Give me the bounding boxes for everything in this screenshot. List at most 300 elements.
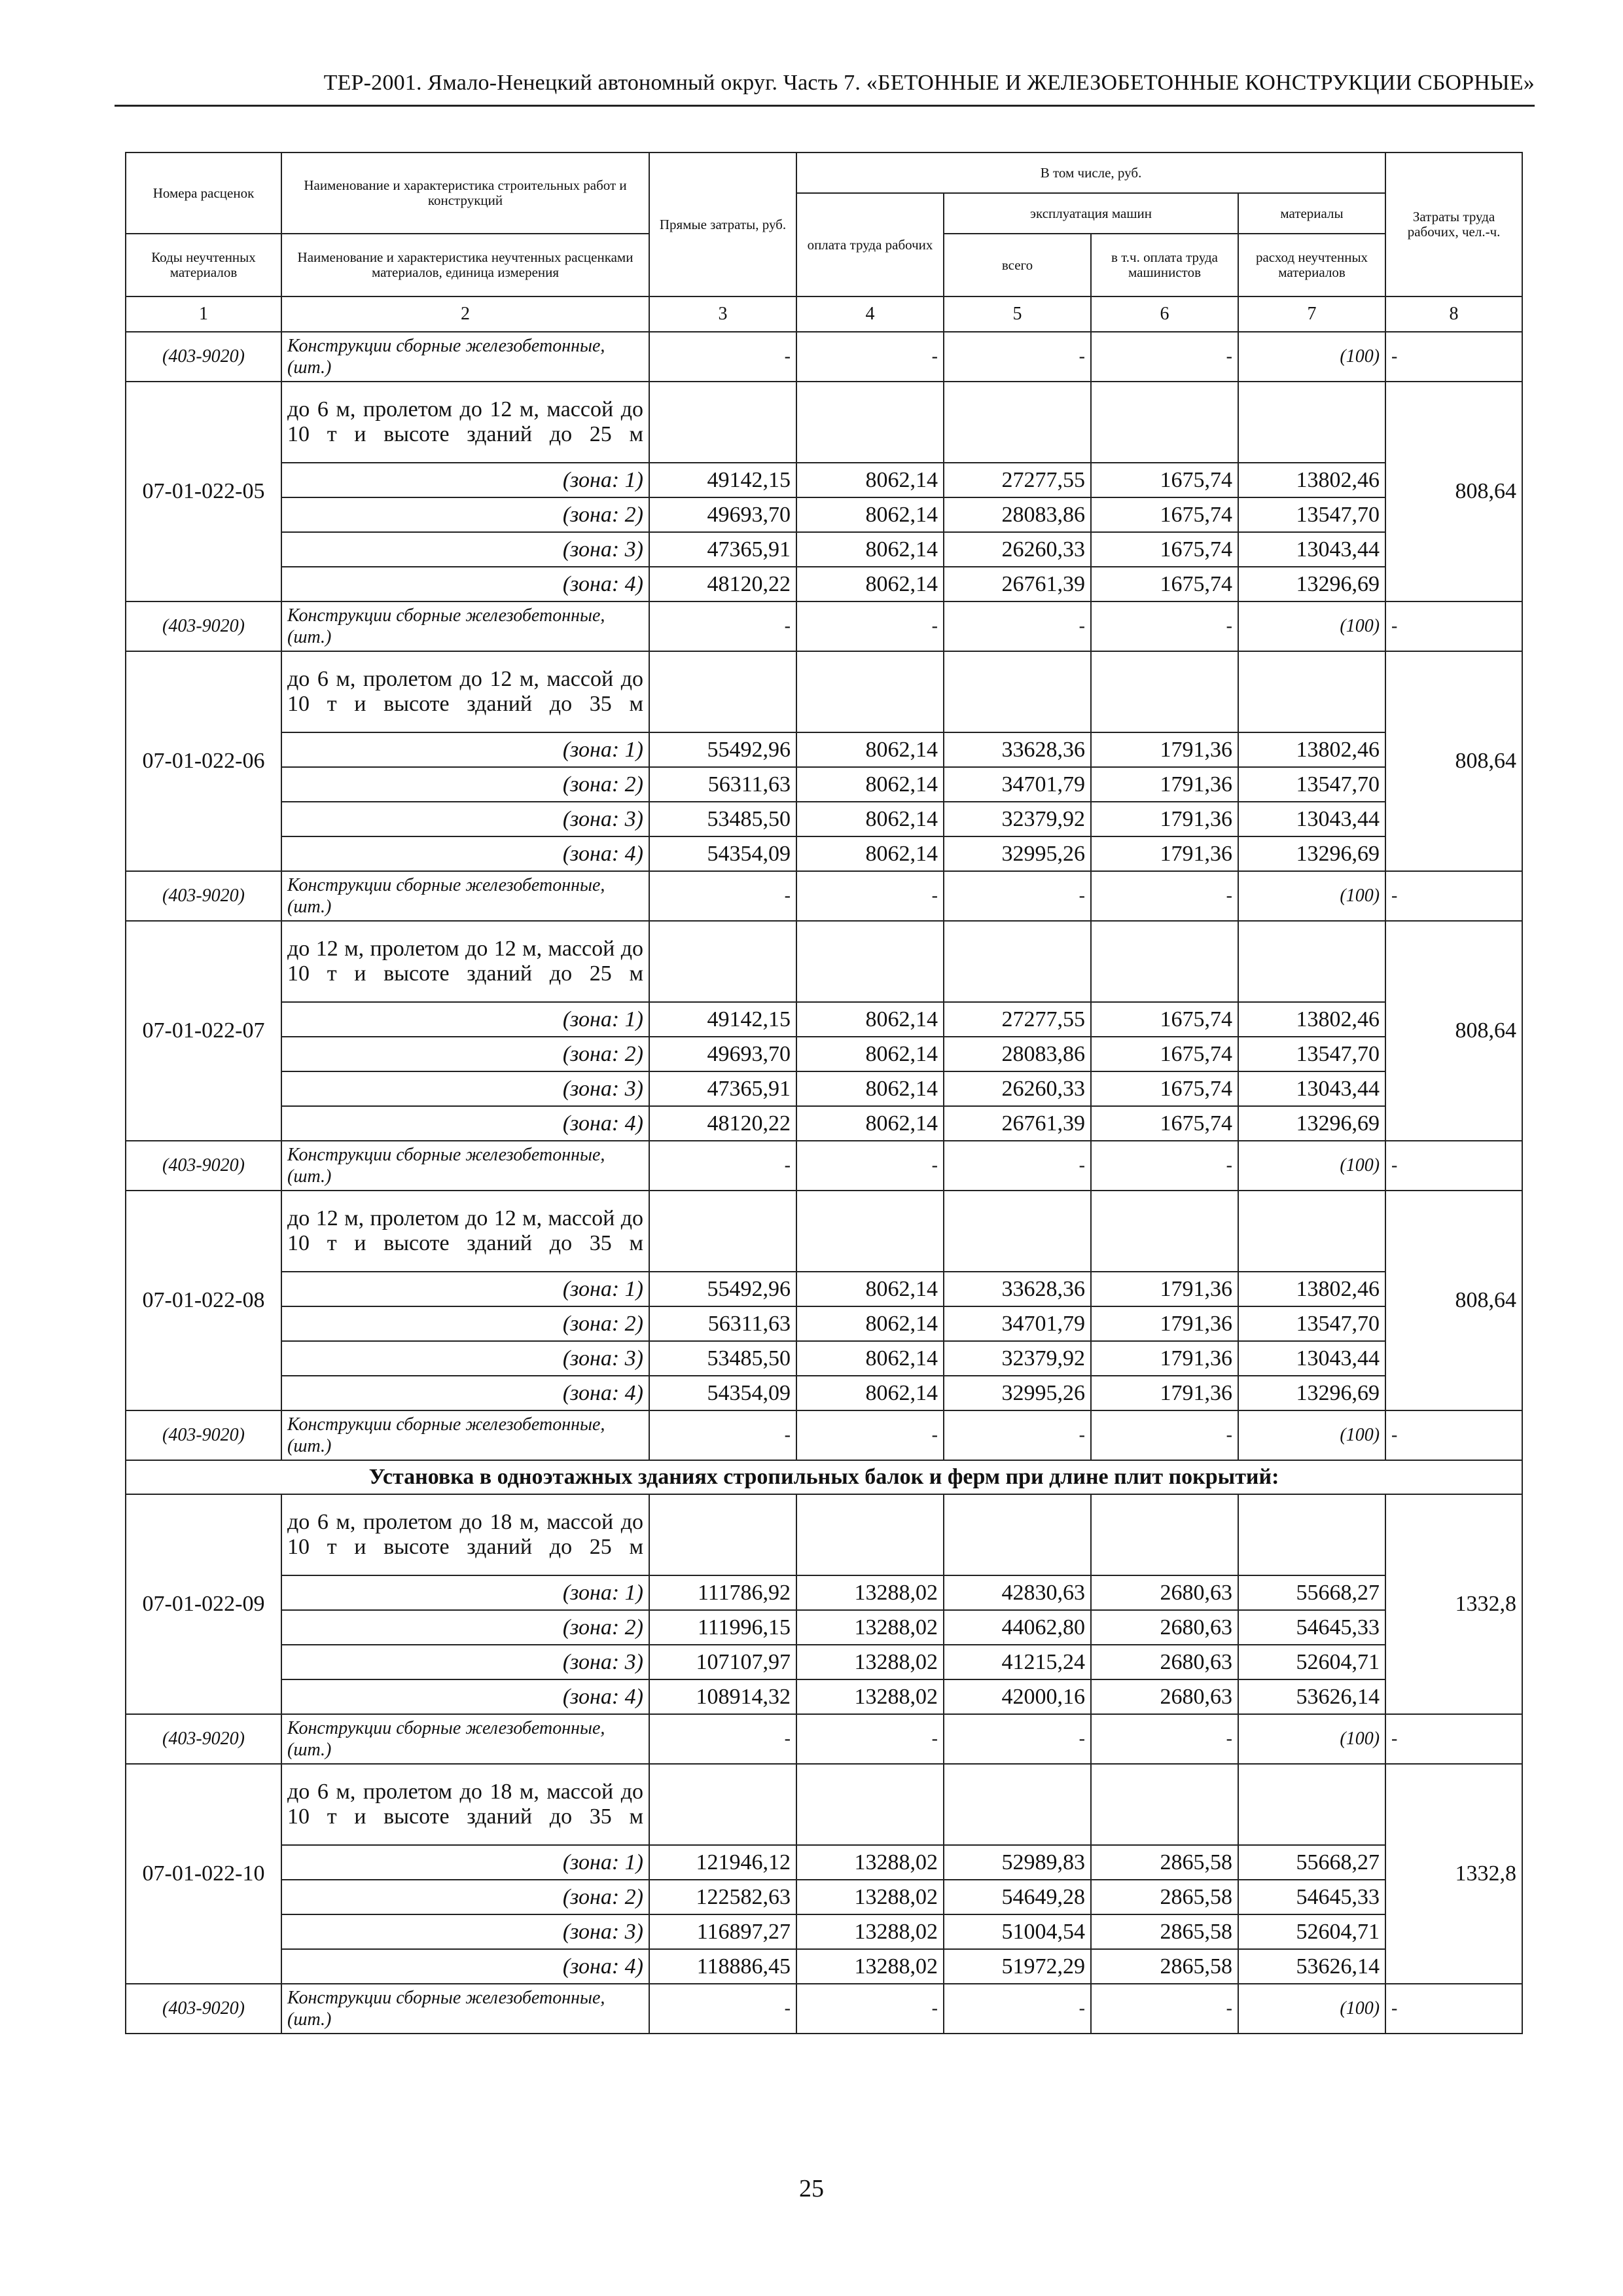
operator-wages: 1675,74 <box>1091 497 1238 532</box>
material-cost: 13296,69 <box>1238 567 1385 601</box>
worker-wages: 13288,02 <box>796 1645 944 1679</box>
zone-label: (зона: 1) <box>562 1007 643 1031</box>
zone-label: (зона: 2) <box>562 772 643 797</box>
empty-dash: - <box>649 871 796 921</box>
machine-cost: 28083,86 <box>944 1037 1091 1071</box>
direct-cost: 108914,32 <box>649 1679 796 1714</box>
empty-dash: - <box>944 332 1091 382</box>
labor-cost: 808,64 <box>1385 651 1522 871</box>
material-cost: 13547,70 <box>1238 497 1385 532</box>
material-cost: 13043,44 <box>1238 1341 1385 1376</box>
operator-wages: 1791,36 <box>1091 836 1238 871</box>
operator-wages: 1791,36 <box>1091 732 1238 767</box>
material-code: (403-9020) <box>126 1410 281 1460</box>
direct-cost: 49693,70 <box>649 1037 796 1071</box>
empty-dash: - <box>944 1141 1091 1191</box>
direct-cost: 56311,63 <box>649 767 796 802</box>
zone-label: (зона: 4) <box>562 1954 643 1979</box>
zone-row <box>126 1071 1522 1106</box>
machine-cost: 26761,39 <box>944 567 1091 601</box>
worker-wages: 8062,14 <box>796 767 944 802</box>
col3-header: Прямые затраты, руб. <box>649 152 796 296</box>
machine-cost: 32995,26 <box>944 1376 1091 1410</box>
zone-label: (зона: 1) <box>562 1850 643 1874</box>
machine-cost: 51972,29 <box>944 1949 1091 1984</box>
empty-dash: - <box>649 601 796 651</box>
operator-wages: 2680,63 <box>1091 1645 1238 1679</box>
page-number: 25 <box>799 2175 824 2202</box>
worker-wages: 8062,14 <box>796 1272 944 1306</box>
material-row <box>126 1141 1522 1191</box>
direct-cost: 118886,45 <box>649 1949 796 1984</box>
zone-row <box>126 1679 1522 1714</box>
material-cost: 13547,70 <box>1238 1306 1385 1341</box>
work-description-cell <box>281 1764 649 1845</box>
direct-cost: 53485,50 <box>649 802 796 836</box>
empty-cell <box>944 921 1091 1002</box>
zone-row <box>126 1949 1522 1984</box>
rate-code: 07-01-022-09 <box>126 1494 281 1714</box>
empty-dash: - <box>1385 1714 1522 1764</box>
zone-label: (зона: 2) <box>562 1885 643 1909</box>
machine-cost: 33628,36 <box>944 732 1091 767</box>
rate-code: 07-01-022-07 <box>126 921 281 1141</box>
operator-wages: 2865,58 <box>1091 1949 1238 1984</box>
material-quantity: (100) <box>1238 1714 1385 1764</box>
material-cost: 13802,46 <box>1238 463 1385 497</box>
column-number-row <box>126 296 1522 332</box>
section-row <box>126 1460 1522 1494</box>
material-name: Конструкции сборные железобетонные, (шт.) <box>281 1410 649 1460</box>
zone-label-cell <box>281 1914 649 1949</box>
empty-cell <box>796 1191 944 1272</box>
zone-label: (зона: 4) <box>562 572 643 596</box>
zone-row <box>126 497 1522 532</box>
zone-row <box>126 836 1522 871</box>
empty-dash: - <box>1385 1141 1522 1191</box>
operator-wages: 2865,58 <box>1091 1845 1238 1880</box>
zone-row <box>126 1341 1522 1376</box>
zone-row <box>126 1306 1522 1341</box>
work-description: до 6 м, пролетом до 18 м, массой до 10 т и высоте зданий до 25 м <box>287 1510 643 1559</box>
direct-cost: 55492,96 <box>649 732 796 767</box>
zone-label: (зона: 2) <box>562 503 643 527</box>
col7-header: расход неучтенных материалов <box>1238 234 1385 296</box>
column-number: 1 <box>126 296 281 332</box>
zone-row <box>126 1106 1522 1141</box>
empty-dash: - <box>944 1714 1091 1764</box>
work-description: до 6 м, пролетом до 12 м, массой до 10 т и высоте зданий до 35 м <box>287 667 643 716</box>
machine-cost: 52989,83 <box>944 1845 1091 1880</box>
empty-cell <box>1091 1191 1238 1272</box>
operator-wages: 1791,36 <box>1091 767 1238 802</box>
empty-dash: - <box>944 601 1091 651</box>
operator-wages: 1675,74 <box>1091 1106 1238 1141</box>
machine-cost: 26260,33 <box>944 532 1091 567</box>
column-number: 4 <box>796 296 944 332</box>
direct-cost: 54354,09 <box>649 836 796 871</box>
zone-label-cell <box>281 1679 649 1714</box>
operator-wages: 2865,58 <box>1091 1914 1238 1949</box>
operator-wages: 2865,58 <box>1091 1880 1238 1914</box>
col2-top-header: Наименование и характеристика строительных работ и конструкций <box>281 152 649 234</box>
material-quantity: (100) <box>1238 1410 1385 1460</box>
worker-wages: 8062,14 <box>796 1376 944 1410</box>
direct-cost: 48120,22 <box>649 567 796 601</box>
empty-cell <box>1238 651 1385 732</box>
machine-cost: 28083,86 <box>944 497 1091 532</box>
machine-cost: 26761,39 <box>944 1106 1091 1141</box>
zone-label: (зона: 3) <box>562 807 643 831</box>
material-cost: 53626,14 <box>1238 1949 1385 1984</box>
material-name: Конструкции сборные железобетонные, (шт.) <box>281 332 649 382</box>
empty-cell <box>944 1494 1091 1575</box>
zone-row <box>126 1880 1522 1914</box>
machine-cost: 51004,54 <box>944 1914 1091 1949</box>
material-cost: 55668,27 <box>1238 1575 1385 1610</box>
worker-wages: 8062,14 <box>796 1106 944 1141</box>
rate-row <box>126 1494 1522 1575</box>
zone-row <box>126 532 1522 567</box>
col8-header: Затраты труда рабочих, чел.-ч. <box>1385 152 1522 296</box>
labor-cost: 1332,8 <box>1385 1764 1522 1984</box>
worker-wages: 8062,14 <box>796 1306 944 1341</box>
empty-cell <box>1238 1764 1385 1845</box>
worker-wages: 8062,14 <box>796 732 944 767</box>
direct-cost: 111996,15 <box>649 1610 796 1645</box>
material-cost: 13547,70 <box>1238 767 1385 802</box>
zone-label-cell <box>281 1645 649 1679</box>
operator-wages: 2680,63 <box>1091 1679 1238 1714</box>
rate-row <box>126 921 1522 1002</box>
empty-cell <box>1091 382 1238 463</box>
worker-wages: 8062,14 <box>796 497 944 532</box>
material-cost: 13043,44 <box>1238 802 1385 836</box>
operator-wages: 1675,74 <box>1091 532 1238 567</box>
material-row <box>126 601 1522 651</box>
operator-wages: 1791,36 <box>1091 1306 1238 1341</box>
empty-dash: - <box>1091 1984 1238 2034</box>
col6-header: в т.ч. оплата труда машинистов <box>1091 234 1238 296</box>
operator-wages: 1791,36 <box>1091 1376 1238 1410</box>
material-quantity: (100) <box>1238 601 1385 651</box>
zone-row <box>126 802 1522 836</box>
column-number: 6 <box>1091 296 1238 332</box>
zone-label: (зона: 3) <box>562 537 643 562</box>
direct-cost: 49142,15 <box>649 1002 796 1037</box>
zone-label: (зона: 1) <box>562 1277 643 1301</box>
zone-label: (зона: 2) <box>562 1042 643 1066</box>
empty-cell <box>944 651 1091 732</box>
zone-label-cell <box>281 463 649 497</box>
empty-dash: - <box>1385 332 1522 382</box>
zone-label: (зона: 1) <box>562 1581 643 1605</box>
worker-wages: 13288,02 <box>796 1949 944 1984</box>
materials-header: материалы <box>1238 193 1385 234</box>
empty-dash: - <box>796 1714 944 1764</box>
operator-wages: 1791,36 <box>1091 1341 1238 1376</box>
machine-cost: 27277,55 <box>944 1002 1091 1037</box>
material-row <box>126 1984 1522 2034</box>
operator-wages: 2680,63 <box>1091 1610 1238 1645</box>
worker-wages: 8062,14 <box>796 1341 944 1376</box>
worker-wages: 8062,14 <box>796 1071 944 1106</box>
material-row <box>126 871 1522 921</box>
empty-cell <box>649 651 796 732</box>
direct-cost: 54354,09 <box>649 1376 796 1410</box>
labor-cost: 808,64 <box>1385 1191 1522 1410</box>
zone-label-cell <box>281 732 649 767</box>
machine-cost: 41215,24 <box>944 1645 1091 1679</box>
material-row <box>126 332 1522 382</box>
worker-wages: 8062,14 <box>796 802 944 836</box>
material-cost: 13296,69 <box>1238 1106 1385 1141</box>
work-description: до 6 м, пролетом до 12 м, массой до 10 т и высоте зданий до 25 м <box>287 397 643 446</box>
work-description-cell <box>281 921 649 1002</box>
empty-cell <box>796 1764 944 1845</box>
empty-cell <box>944 382 1091 463</box>
material-code: (403-9020) <box>126 871 281 921</box>
zone-row <box>126 463 1522 497</box>
rate-code: 07-01-022-05 <box>126 382 281 601</box>
labor-cost: 1332,8 <box>1385 1494 1522 1714</box>
material-name: Конструкции сборные железобетонные, (шт.) <box>281 871 649 921</box>
material-name: Конструкции сборные железобетонные, (шт.) <box>281 601 649 651</box>
direct-cost: 47365,91 <box>649 532 796 567</box>
rate-code: 07-01-022-10 <box>126 1764 281 1984</box>
empty-dash: - <box>796 601 944 651</box>
work-description-cell <box>281 1494 649 1575</box>
material-cost: 13043,44 <box>1238 1071 1385 1106</box>
empty-cell <box>649 1191 796 1272</box>
zone-label-cell <box>281 1071 649 1106</box>
machine-cost: 34701,79 <box>944 767 1091 802</box>
material-cost: 13547,70 <box>1238 1037 1385 1071</box>
material-cost: 13296,69 <box>1238 1376 1385 1410</box>
worker-wages: 13288,02 <box>796 1575 944 1610</box>
zone-row <box>126 1002 1522 1037</box>
material-quantity: (100) <box>1238 332 1385 382</box>
worker-wages: 8062,14 <box>796 463 944 497</box>
zone-label-cell <box>281 767 649 802</box>
direct-cost: 122582,63 <box>649 1880 796 1914</box>
labor-cost: 808,64 <box>1385 382 1522 601</box>
machine-cost: 26260,33 <box>944 1071 1091 1106</box>
work-description: до 6 м, пролетом до 18 м, массой до 10 т и высоте зданий до 35 м <box>287 1780 643 1829</box>
header-rule <box>115 105 1535 107</box>
direct-cost: 53485,50 <box>649 1341 796 1376</box>
empty-cell <box>649 1764 796 1845</box>
worker-wages: 13288,02 <box>796 1845 944 1880</box>
material-code: (403-9020) <box>126 1714 281 1764</box>
empty-cell <box>944 1191 1091 1272</box>
zone-label: (зона: 1) <box>562 468 643 492</box>
rate-code: 07-01-022-08 <box>126 1191 281 1410</box>
material-code: (403-9020) <box>126 1984 281 2034</box>
material-cost: 13043,44 <box>1238 532 1385 567</box>
rate-row <box>126 1764 1522 1845</box>
zone-row <box>126 1645 1522 1679</box>
zone-label-cell <box>281 567 649 601</box>
machine-cost: 42830,63 <box>944 1575 1091 1610</box>
material-quantity: (100) <box>1238 1984 1385 2034</box>
machine-cost: 34701,79 <box>944 1306 1091 1341</box>
material-cost: 52604,71 <box>1238 1645 1385 1679</box>
rate-code: 07-01-022-06 <box>126 651 281 871</box>
zone-label: (зона: 1) <box>562 738 643 762</box>
empty-cell <box>796 382 944 463</box>
zone-label-cell <box>281 1575 649 1610</box>
zone-label-cell <box>281 1341 649 1376</box>
zone-label-cell <box>281 1880 649 1914</box>
zone-label-cell <box>281 802 649 836</box>
empty-dash: - <box>1385 871 1522 921</box>
material-cost: 13296,69 <box>1238 836 1385 871</box>
empty-dash: - <box>796 1410 944 1460</box>
work-description-cell <box>281 1191 649 1272</box>
empty-dash: - <box>1091 1714 1238 1764</box>
operator-wages: 1791,36 <box>1091 1272 1238 1306</box>
material-cost: 54645,33 <box>1238 1610 1385 1645</box>
zone-label: (зона: 2) <box>562 1615 643 1640</box>
empty-dash: - <box>649 1410 796 1460</box>
material-cost: 13802,46 <box>1238 732 1385 767</box>
worker-wages: 8062,14 <box>796 836 944 871</box>
material-name: Конструкции сборные железобетонные, (шт.) <box>281 1141 649 1191</box>
empty-cell <box>649 1494 796 1575</box>
zone-row <box>126 567 1522 601</box>
zone-label-cell <box>281 1037 649 1071</box>
direct-cost: 47365,91 <box>649 1071 796 1106</box>
empty-dash: - <box>796 1984 944 2034</box>
empty-dash: - <box>944 871 1091 921</box>
direct-cost: 56311,63 <box>649 1306 796 1341</box>
rates-table <box>125 152 1523 2034</box>
work-description-cell <box>281 382 649 463</box>
worker-wages: 8062,14 <box>796 1002 944 1037</box>
zone-label: (зона: 3) <box>562 1346 643 1371</box>
section-title: Установка в одноэтажных зданиях стропильных балок и ферм при длине плит покрытий: <box>126 1460 1522 1494</box>
empty-cell <box>1238 1494 1385 1575</box>
zone-label: (зона: 4) <box>562 842 643 866</box>
zone-label: (зона: 3) <box>562 1650 643 1674</box>
direct-cost: 111786,92 <box>649 1575 796 1610</box>
empty-cell <box>649 382 796 463</box>
worker-wages: 8062,14 <box>796 532 944 567</box>
material-cost: 13802,46 <box>1238 1272 1385 1306</box>
zone-label: (зона: 4) <box>562 1381 643 1405</box>
machine-cost: 32379,92 <box>944 1341 1091 1376</box>
direct-cost: 49693,70 <box>649 497 796 532</box>
direct-cost: 48120,22 <box>649 1106 796 1141</box>
empty-cell <box>1238 382 1385 463</box>
work-description: до 12 м, пролетом до 12 м, массой до 10 т и высоте зданий до 35 м <box>287 1206 643 1255</box>
worker-wages: 8062,14 <box>796 567 944 601</box>
empty-cell <box>1091 1494 1238 1575</box>
empty-dash: - <box>1091 871 1238 921</box>
worker-wages: 8062,14 <box>796 1037 944 1071</box>
empty-dash: - <box>796 871 944 921</box>
machine-cost: 54649,28 <box>944 1880 1091 1914</box>
zone-label-cell <box>281 532 649 567</box>
empty-cell <box>796 1494 944 1575</box>
zone-label-cell <box>281 836 649 871</box>
empty-cell <box>944 1764 1091 1845</box>
material-cost: 54645,33 <box>1238 1880 1385 1914</box>
direct-cost: 116897,27 <box>649 1914 796 1949</box>
col2-bottom-header: Наименование и характеристика неучтенных расценками материалов, единица измерения <box>281 234 649 296</box>
material-quantity: (100) <box>1238 871 1385 921</box>
material-name: Конструкции сборные железобетонные, (шт.) <box>281 1984 649 2034</box>
machine-cost: 44062,80 <box>944 1610 1091 1645</box>
zone-row <box>126 767 1522 802</box>
material-code: (403-9020) <box>126 1141 281 1191</box>
material-cost: 13802,46 <box>1238 1002 1385 1037</box>
operator-wages: 1791,36 <box>1091 802 1238 836</box>
zone-row <box>126 1575 1522 1610</box>
zone-label-cell <box>281 1376 649 1410</box>
zone-label-cell <box>281 1610 649 1645</box>
zone-label-cell <box>281 1306 649 1341</box>
empty-cell <box>1238 921 1385 1002</box>
operator-wages: 1675,74 <box>1091 567 1238 601</box>
empty-dash: - <box>796 332 944 382</box>
operator-wages: 1675,74 <box>1091 1071 1238 1106</box>
empty-cell <box>1091 1764 1238 1845</box>
machine-cost: 42000,16 <box>944 1679 1091 1714</box>
machine-cost: 32995,26 <box>944 836 1091 871</box>
work-description-cell <box>281 651 649 732</box>
machine-cost: 27277,55 <box>944 463 1091 497</box>
work-description: до 12 м, пролетом до 12 м, массой до 10 т и высоте зданий до 25 м <box>287 937 643 986</box>
material-code: (403-9020) <box>126 601 281 651</box>
empty-dash: - <box>944 1984 1091 2034</box>
empty-dash: - <box>649 1141 796 1191</box>
empty-cell <box>1091 921 1238 1002</box>
empty-dash: - <box>1091 1141 1238 1191</box>
zone-label-cell <box>281 1272 649 1306</box>
column-number: 7 <box>1238 296 1385 332</box>
zone-label: (зона: 4) <box>562 1685 643 1709</box>
material-row <box>126 1410 1522 1460</box>
worker-wages: 13288,02 <box>796 1880 944 1914</box>
empty-cell <box>796 651 944 732</box>
direct-cost: 121946,12 <box>649 1845 796 1880</box>
labor-cost: 808,64 <box>1385 921 1522 1141</box>
material-cost: 55668,27 <box>1238 1845 1385 1880</box>
empty-cell <box>1091 651 1238 732</box>
rate-row <box>126 382 1522 463</box>
zone-label-cell <box>281 1002 649 1037</box>
zone-row <box>126 1610 1522 1645</box>
column-number: 2 <box>281 296 649 332</box>
column-number: 3 <box>649 296 796 332</box>
empty-cell <box>1238 1191 1385 1272</box>
group-header: В том числе, руб. <box>796 152 1385 193</box>
empty-dash: - <box>1385 1984 1522 2034</box>
material-row <box>126 1714 1522 1764</box>
direct-cost: 55492,96 <box>649 1272 796 1306</box>
running-header: ТЕР-2001. Ямало-Ненецкий автономный округ. Часть 7. «БЕТОННЫЕ И ЖЕЛЕЗОБЕТОННЫЕ КОНСТРУКЦИИ СБОРНЫЕ» <box>323 71 1535 95</box>
empty-dash: - <box>1091 332 1238 382</box>
machines-header: эксплуатация машин <box>944 193 1238 234</box>
empty-dash: - <box>649 1984 796 2034</box>
zone-label: (зона: 3) <box>562 1077 643 1101</box>
zone-label-cell <box>281 497 649 532</box>
col5-header: всего <box>944 234 1091 296</box>
empty-dash: - <box>1091 1410 1238 1460</box>
operator-wages: 1675,74 <box>1091 463 1238 497</box>
